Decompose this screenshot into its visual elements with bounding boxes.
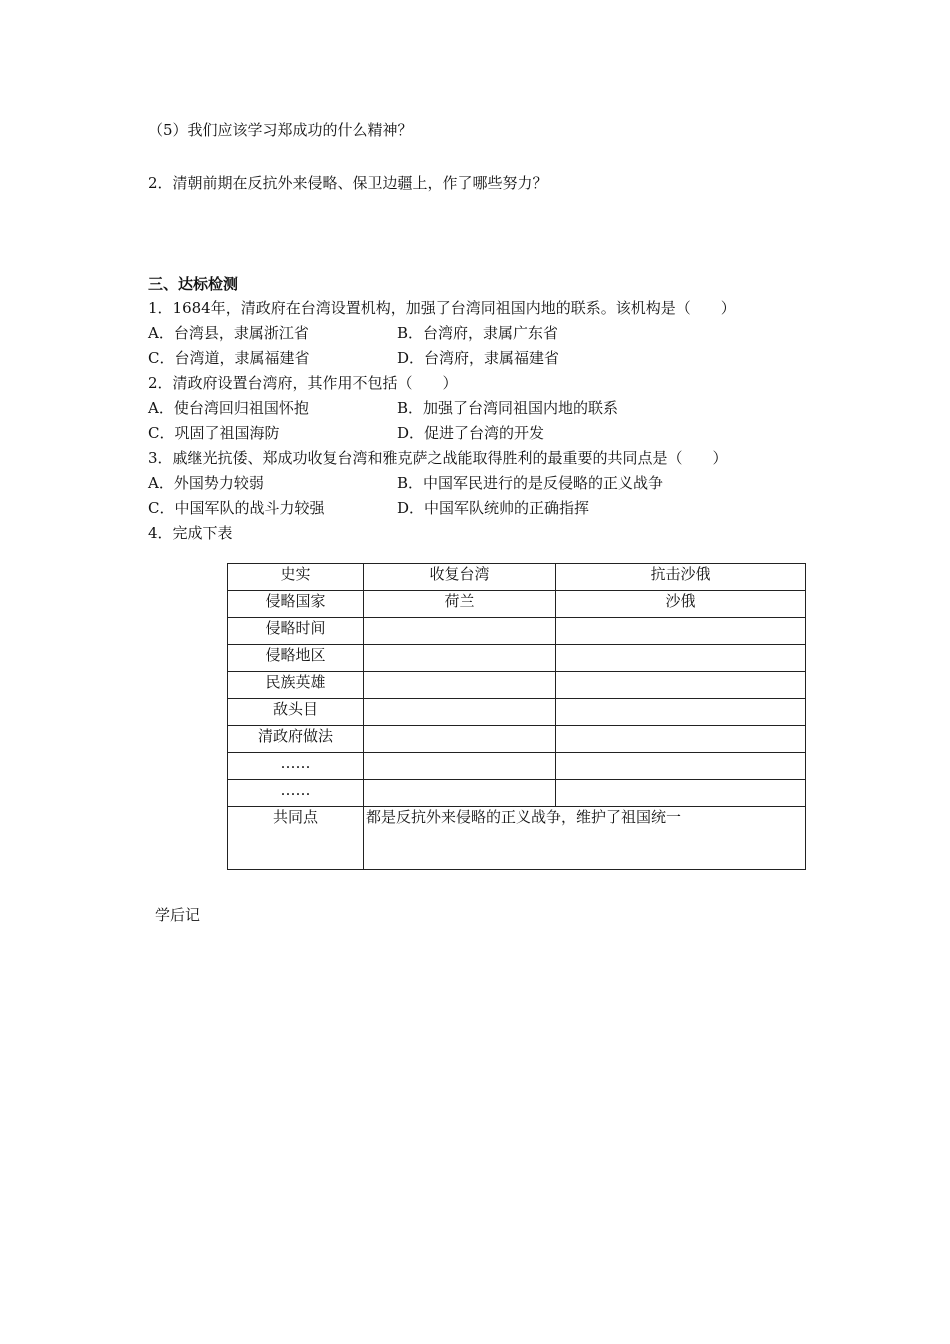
row-label: …… [228, 753, 364, 780]
question-1-stem: 1．1684年，清政府在台湾设置机构，加强了台湾同祖国内地的联系。该机构是（ ） [148, 299, 736, 317]
table-cell[interactable] [556, 726, 806, 753]
table-cell[interactable] [364, 672, 556, 699]
common-value-cell: 都是反抗外来侵略的正义战争，维护了祖国统一 [364, 807, 806, 870]
table-cell[interactable] [556, 618, 806, 645]
option-c: C．台湾道，隶属福建省 [148, 349, 310, 367]
question-1-options-row1 [148, 323, 848, 343]
table-cell[interactable] [364, 753, 556, 780]
table-cell[interactable] [364, 726, 556, 753]
table-row [228, 780, 806, 807]
table-cell[interactable] [364, 699, 556, 726]
table-cell[interactable] [556, 780, 806, 807]
question-2-options-row2 [148, 423, 848, 443]
question-3-options-row2 [148, 498, 848, 518]
question-5: （5）我们应该学习郑成功的什么精神？ [148, 121, 413, 139]
table-row-common [228, 807, 806, 870]
row-label: 敌头目 [228, 699, 364, 726]
row-label: 侵略国家 [228, 591, 364, 618]
table-cell[interactable] [556, 672, 806, 699]
header-cell: 抗击沙俄 [556, 564, 806, 591]
table-cell: 荷兰 [364, 591, 556, 618]
question-1-options-row2 [148, 348, 848, 368]
option-b: B．台湾府，隶属广东省 [397, 324, 559, 342]
question-3-options-row1 [148, 473, 848, 493]
question-4-stem: 4．完成下表 [148, 524, 233, 542]
row-label: 清政府做法 [228, 726, 364, 753]
row-label: 侵略地区 [228, 645, 364, 672]
table-header-row [228, 564, 806, 591]
option-a: A．台湾县，隶属浙江省 [148, 324, 309, 342]
table-row [228, 753, 806, 780]
row-label: 共同点 [228, 807, 364, 870]
table-row [228, 672, 806, 699]
table-cell[interactable] [556, 699, 806, 726]
history-table [227, 563, 806, 870]
table-cell[interactable] [556, 753, 806, 780]
option-b: B．中国军民进行的是反侵略的正义战争 [397, 474, 664, 492]
option-d: D．中国军队统帅的正确指挥 [397, 499, 590, 517]
table-cell[interactable] [556, 645, 806, 672]
row-label: 侵略时间 [228, 618, 364, 645]
table-cell[interactable] [364, 780, 556, 807]
table-row [228, 726, 806, 753]
header-cell: 收复台湾 [364, 564, 556, 591]
table-cell: 沙俄 [556, 591, 806, 618]
option-a: A．外国势力较弱 [148, 474, 264, 492]
option-c: C．中国军队的战斗力较强 [148, 499, 325, 517]
option-d: D．促进了台湾的开发 [397, 424, 545, 442]
row-label: …… [228, 780, 364, 807]
question-2-options-row1 [148, 398, 848, 418]
option-a: A．使台湾回归祖国怀抱 [148, 399, 309, 417]
table-row [228, 591, 806, 618]
table-cell[interactable] [364, 645, 556, 672]
question-2-prev: 2．清朝前期在反抗外来侵略、保卫边疆上，作了哪些努力？ [148, 174, 548, 192]
option-b: B．加强了台湾同祖国内地的联系 [397, 399, 619, 417]
row-label: 民族英雄 [228, 672, 364, 699]
header-cell: 史实 [228, 564, 364, 591]
table-row [228, 699, 806, 726]
option-d: D．台湾府，隶属福建省 [397, 349, 560, 367]
after-study-notes: 学后记 [155, 906, 201, 924]
question-3-stem: 3．戚继光抗倭、郑成功收复台湾和雅克萨之战能取得胜利的最重要的共同点是（ ） [148, 449, 728, 467]
section-heading: 三、达标检测 [148, 275, 239, 293]
table-row [228, 618, 806, 645]
table-cell[interactable] [364, 618, 556, 645]
table-row [228, 645, 806, 672]
option-c: C．巩固了祖国海防 [148, 424, 280, 442]
question-2-stem: 2．清政府设置台湾府，其作用不包括（ ） [148, 374, 458, 392]
